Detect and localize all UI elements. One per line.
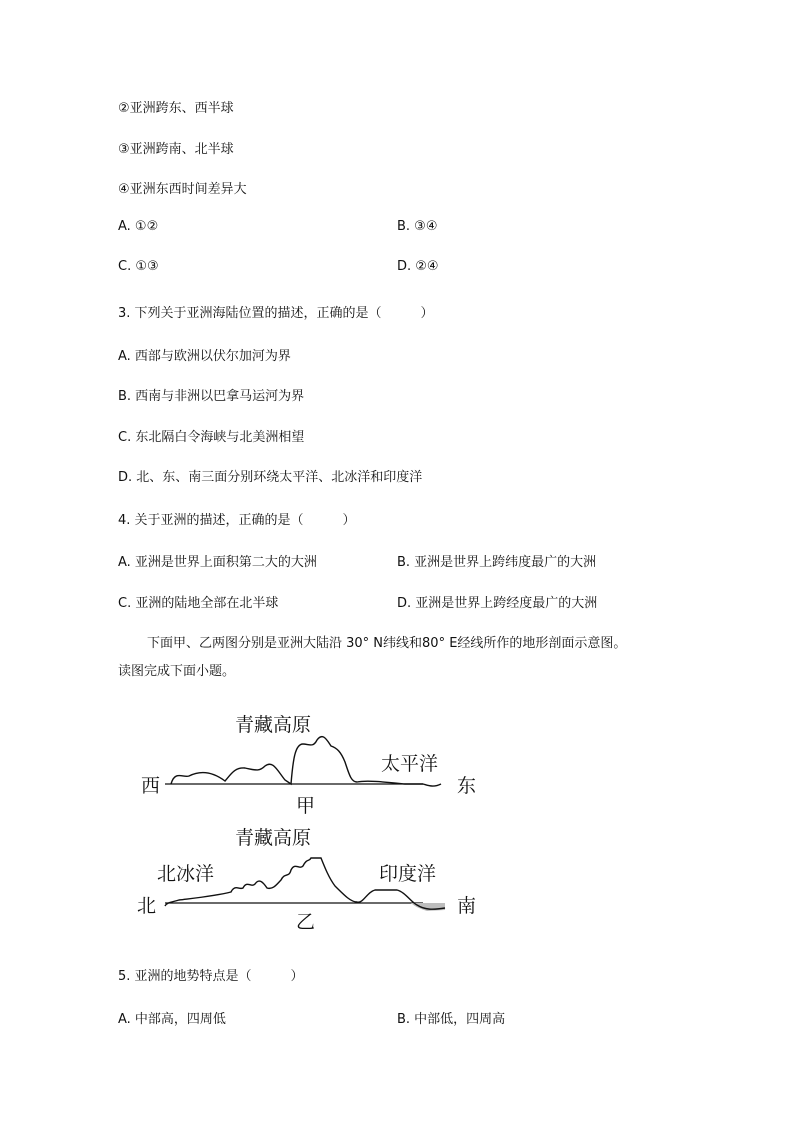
intro-line-1: 下面甲、乙两图分别是亚洲大陆沿 30° N纬线和80° E经线所作的地形剖面示意图。	[147, 636, 627, 651]
statement-3: ③亚洲跨南、北半球	[118, 142, 234, 157]
q4-option-d[interactable]: D. 亚洲是世界上跨经度最广的大洲	[397, 596, 598, 611]
figure-jia-west-label: 西	[141, 775, 161, 797]
profile-figure-jia	[135, 700, 495, 825]
q2-option-a[interactable]: A. ①②	[118, 219, 159, 234]
figure-jia-ocean-label: 太平洋	[381, 753, 439, 775]
intro-line-2: 读图完成下面小题。	[118, 664, 236, 679]
q4-option-a[interactable]: A. 亚洲是世界上面积第二大的大洲	[118, 555, 317, 570]
q3-option-c[interactable]: C. 东北隔白令海峡与北美洲相望	[118, 430, 305, 445]
figure-yi-ocean-north: 北冰洋	[157, 863, 215, 885]
q3-option-b[interactable]: B. 西南与非洲以巴拿马运河为界	[118, 389, 305, 404]
statement-2: ②亚洲跨东、西半球	[118, 101, 234, 116]
q2-option-c[interactable]: C. ①③	[118, 259, 159, 274]
q3-option-a[interactable]: A. 西部与欧洲以伏尔加河为界	[118, 349, 291, 364]
figure-jia-title: 青藏高原	[235, 714, 312, 736]
figure-yi-north-label: 北	[137, 895, 157, 917]
q4-option-b[interactable]: B. 亚洲是世界上跨纬度最广的大洲	[397, 555, 597, 570]
q4-stem: 4. 关于亚洲的描述，正确的是（ ）	[118, 513, 356, 528]
q5-option-a[interactable]: A. 中部高，四周低	[118, 1012, 226, 1027]
figure-jia-east-label: 东	[457, 775, 477, 797]
q2-option-b[interactable]: B. ③④	[397, 219, 438, 234]
figure-yi-ocean-south: 印度洋	[379, 863, 437, 885]
figure-yi-south-label: 南	[457, 895, 477, 917]
figure-yi-caption: 乙	[296, 911, 316, 933]
q3-stem: 3. 下列关于亚洲海陆位置的描述，正确的是（ ）	[118, 306, 434, 321]
q5-stem: 5. 亚洲的地势特点是（ ）	[118, 969, 304, 984]
statement-4: ④亚洲东西时间差异大	[118, 182, 247, 197]
figure-jia-caption: 甲	[296, 795, 316, 817]
figure-yi-title: 青藏高原	[235, 827, 312, 849]
q4-option-c[interactable]: C. 亚洲的陆地全部在北半球	[118, 596, 279, 611]
q5-option-b[interactable]: B. 中部低，四周高	[397, 1012, 506, 1027]
q2-option-d[interactable]: D. ②④	[397, 259, 439, 274]
profile-figure-yi	[135, 818, 495, 943]
q3-option-d[interactable]: D. 北、东、南三面分别环绕太平洋、北冰洋和印度洋	[118, 470, 423, 485]
